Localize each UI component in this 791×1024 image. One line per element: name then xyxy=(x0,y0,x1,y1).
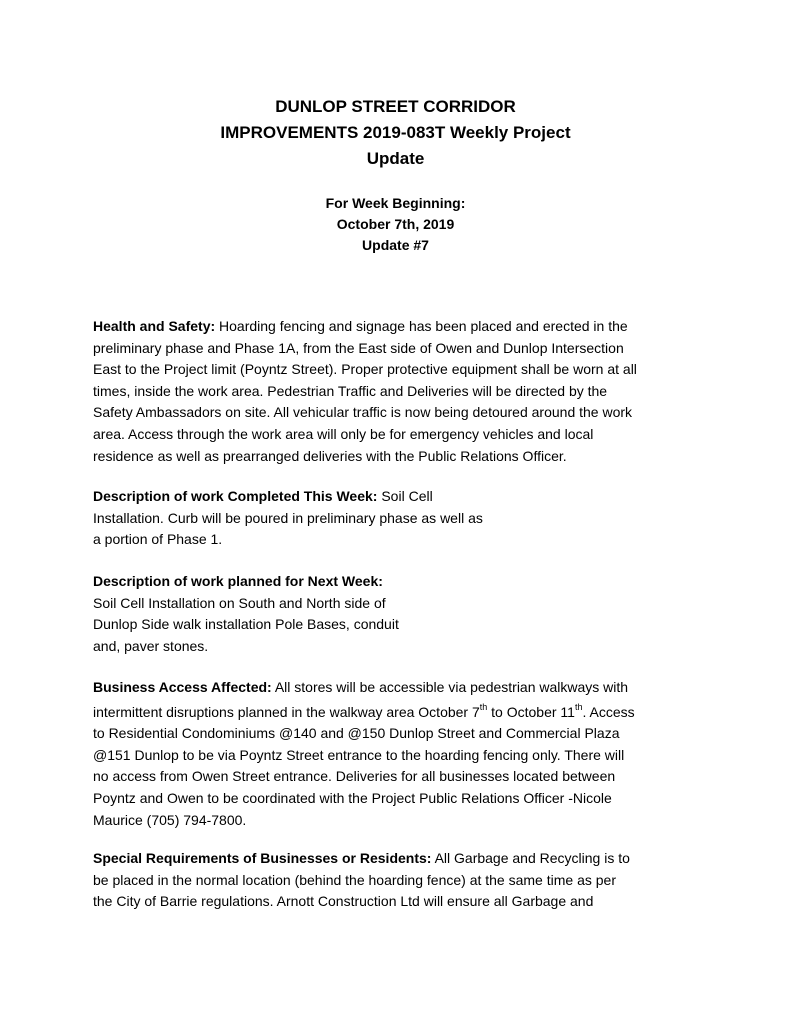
health-safety-heading: Health and Safety: xyxy=(93,318,216,334)
week-label: For Week Beginning: xyxy=(325,195,466,211)
update-number: Update #7 xyxy=(362,237,429,253)
health-safety-section xyxy=(93,316,637,467)
work-completed-line: a portion of Phase 1. xyxy=(93,531,223,548)
business-access-line: Maurice (705) 794-7800. xyxy=(93,811,247,828)
business-access-line: to Residential Condominiums @140 and @150 Dunlop Street and Commercial Plaza xyxy=(93,725,620,742)
title-line-3: Update xyxy=(366,149,425,168)
business-access-section xyxy=(93,677,635,831)
work-planned-line: and, paver stones. xyxy=(93,637,209,654)
special-requirements-line: be placed in the normal location (behind the hoarding fence) at the same time as per xyxy=(93,871,616,888)
work-planned-section xyxy=(93,571,399,657)
work-planned-heading: Description of work planned for Next Week: xyxy=(93,573,383,589)
work-completed-line: Installation. Curb will be poured in preliminary phase as well as xyxy=(93,509,483,526)
special-requirements-line: the City of Barrie regulations. Arnott Construction Ltd will ensure all Garbage and xyxy=(93,893,594,910)
health-safety-line: Health and Safety: Hoarding fencing and signage has been placed and erected in the xyxy=(93,318,628,334)
business-access-line: intermittent disruptions planned in the walkway area October 7th to October 11th. Access xyxy=(93,701,635,720)
document-title xyxy=(0,94,791,172)
title-line-1: DUNLOP STREET CORRIDOR xyxy=(275,97,516,116)
work-completed-line: Description of work Completed This Week: Soil Cell xyxy=(93,488,433,504)
work-planned-line: Dunlop Side walk installation Pole Bases, conduit xyxy=(93,616,399,633)
health-safety-line: East to the Project limit (Poyntz Street). Proper protective equipment shall be worn at all xyxy=(93,361,637,378)
special-requirements-section xyxy=(93,848,630,913)
business-access-line: Business Access Affected: All stores will be accessible via pedestrian walkways with xyxy=(93,679,629,695)
special-requirements-heading: Special Requirements of Businesses or Residents: xyxy=(93,850,432,866)
health-safety-line: Safety Ambassadors on site. All vehicular traffic is now being detoured around the work xyxy=(93,404,633,421)
title-line-2: IMPROVEMENTS 2019-083T Weekly Project xyxy=(220,123,571,142)
work-planned-line: Soil Cell Installation on South and North side of xyxy=(93,594,386,611)
health-safety-line: area. Access through the work area will only be for emergency vehicles and local xyxy=(93,425,594,442)
week-date: October 7th, 2019 xyxy=(336,216,455,232)
health-safety-line: residence as well as prearranged deliveries with the Public Relations Officer. xyxy=(93,447,567,464)
health-safety-line: preliminary phase and Phase 1A, from the East side of Owen and Dunlop Intersection xyxy=(93,339,624,356)
health-safety-line: times, inside the work area. Pedestrian Traffic and Deliveries will be directed by the xyxy=(93,382,608,399)
work-completed-heading: Description of work Completed This Week: xyxy=(93,488,378,504)
work-completed-section xyxy=(93,486,483,551)
special-requirements-line: Special Requirements of Businesses or Residents: All Garbage and Recycling is to xyxy=(93,850,630,866)
business-access-line: Poyntz and Owen to be coordinated with the Project Public Relations Officer -Nicole xyxy=(93,789,612,806)
week-info xyxy=(0,193,791,256)
business-access-line: no access from Owen Street entrance. Deliveries for all businesses located between xyxy=(93,768,616,785)
business-access-heading: Business Access Affected: xyxy=(93,679,272,695)
business-access-line: @151 Dunlop to be via Poyntz Street entrance to the hoarding fencing only. There will xyxy=(93,746,625,763)
